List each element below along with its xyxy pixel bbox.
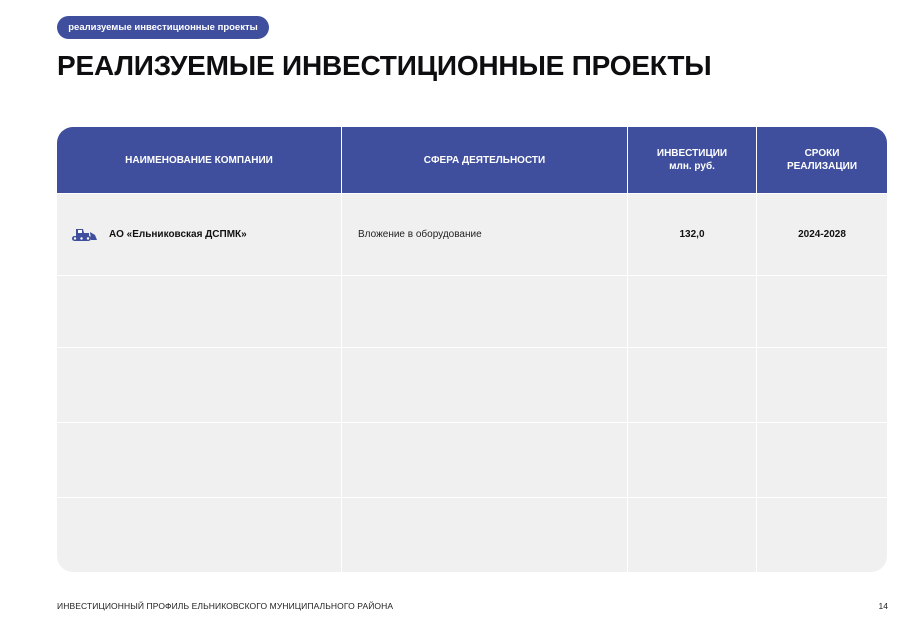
header-investments-title: ИНВЕСТИЦИИ xyxy=(656,148,728,159)
table-row-empty xyxy=(57,422,887,497)
cell-sphere: Вложение в оборудование xyxy=(342,194,628,275)
page-number: 14 xyxy=(878,601,888,611)
empty-cell xyxy=(628,276,757,347)
footer-text: ИНВЕСТИЦИОННЫЙ ПРОФИЛЬ ЕЛЬНИКОВСКОГО МУНИЦИПАЛЬНОГО РАЙОНА xyxy=(57,601,394,611)
cell-investments: 132,0 xyxy=(628,194,757,275)
page-title: РЕАЛИЗУЕМЫЕ ИНВЕСТИЦИОННЫЕ ПРОЕКТЫ xyxy=(57,50,712,81)
empty-cell xyxy=(342,423,628,497)
table-header xyxy=(57,127,887,193)
empty-cell xyxy=(628,348,757,422)
empty-cell xyxy=(757,423,887,497)
empty-cell xyxy=(342,498,628,572)
header-sphere: СФЕРА ДЕЯТЕЛЬНОСТИ xyxy=(342,127,628,193)
projects-table xyxy=(57,127,887,572)
table-row-empty xyxy=(57,347,887,422)
header-company: НАИМЕНОВАНИЕ КОМПАНИИ xyxy=(57,127,342,193)
header-investments-unit: млн. руб. xyxy=(669,161,715,172)
header-terms xyxy=(757,127,887,193)
empty-cell xyxy=(57,423,342,497)
cell-terms: 2024-2028 xyxy=(798,229,846,240)
section-tag: реализуемые инвестиционные проекты xyxy=(57,16,269,39)
empty-cell xyxy=(628,498,757,572)
cell-company xyxy=(57,194,342,275)
table-row xyxy=(57,193,887,275)
company-name: АО «Ельниковская ДСПМК» xyxy=(109,229,247,240)
empty-cell xyxy=(757,276,887,347)
empty-cell xyxy=(628,423,757,497)
bulldozer-icon xyxy=(71,227,98,242)
table-row-empty xyxy=(57,275,887,347)
empty-cell xyxy=(57,276,342,347)
empty-cell xyxy=(57,498,342,572)
empty-cell xyxy=(342,348,628,422)
empty-cell xyxy=(57,348,342,422)
empty-cell xyxy=(342,276,628,347)
header-terms-line1: СРОКИ xyxy=(804,148,840,159)
header-terms-line2: РЕАЛИЗАЦИИ xyxy=(786,161,858,172)
header-investments xyxy=(628,127,757,193)
table-row-empty xyxy=(57,497,887,572)
empty-cell xyxy=(757,348,887,422)
empty-cell xyxy=(757,498,887,572)
